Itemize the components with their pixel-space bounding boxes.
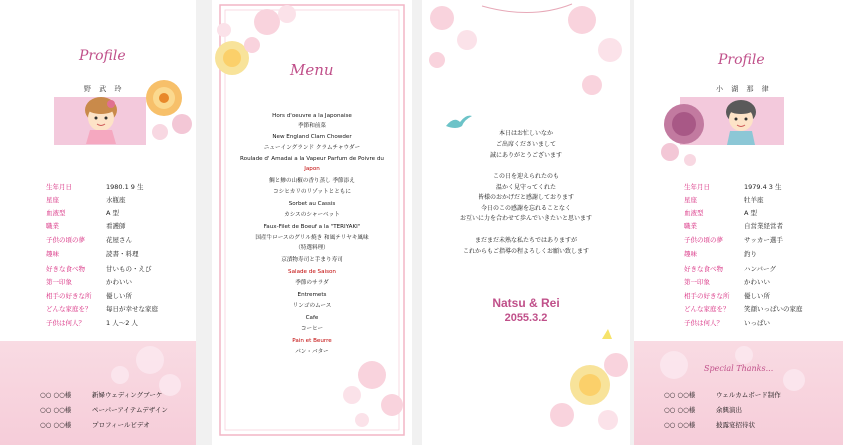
credit-line: ○○ ○○様 披露宴招待状 — [664, 421, 755, 429]
bride-name: 野 武 玲 — [84, 85, 125, 93]
sakura-corner-decoration — [212, 0, 302, 95]
menu-item: ニューイングランド クラムチャウダー — [263, 145, 361, 151]
menu-item: （特選料理） — [295, 245, 329, 251]
menu-item: Entremets — [297, 292, 327, 298]
special-thanks-title: Special Thanks... — [704, 364, 774, 373]
menu-item: Pain et Beurre — [292, 338, 332, 344]
menu-item: Faux-Filet de Boeuf a la "TERIYAKI" — [263, 224, 361, 230]
profile-title: Profile — [79, 48, 126, 64]
panel-gap — [196, 0, 212, 445]
message-line: 誠にありがとうございます — [489, 152, 562, 159]
credit-line: ○○ ○○様 プロフィールビデオ — [40, 421, 150, 429]
menu-item: Japon — [304, 166, 320, 172]
menu-item: 季節和前菜 — [298, 123, 326, 129]
menu-item: New England Clam Chowder — [272, 134, 352, 140]
menu-item: カシスのシャーベット — [284, 212, 340, 218]
message-line: 皆様のおかげだと感謝しております — [477, 194, 574, 201]
message-panel — [422, 0, 630, 445]
menu-item: 国産牛ロースのグリル焼き 和風テリヤキ風味 — [255, 235, 369, 241]
flower-decoration — [138, 72, 196, 152]
menu-title: Menu — [290, 61, 334, 79]
menu-item: 季節のサラダ — [295, 280, 329, 286]
menu-item: Sorbet au Cassis — [288, 201, 336, 207]
menu-item: Salade de Saison — [288, 269, 336, 275]
message-line: お互いに力を合わせて歩んでいきたいと思います — [459, 215, 592, 222]
message-line: 今日のこの感謝を忘れることなく — [480, 205, 571, 212]
menu-item: Cafe — [305, 315, 319, 321]
sakura-bottom-decoration — [322, 345, 412, 445]
message-line: これからもご指導の程よろしくお願い致します — [462, 248, 589, 255]
message-line: まだまだ未熟な私たちではありますが — [475, 237, 577, 244]
message-line: 温かく見守ってくれた — [495, 184, 556, 191]
message-line: この日を迎えられたのも — [492, 173, 559, 180]
flower-decoration — [656, 98, 706, 170]
avatar — [720, 97, 762, 145]
menu-item: Roulade d' Amadai a la Vapeur Parfum de Poivre du — [240, 156, 384, 162]
credit-line: ○○ ○○様 余興演出 — [664, 406, 742, 414]
credit-line: ○○ ○○様 ウェルカムボード制作 — [664, 391, 781, 399]
credit-line: ○○ ○○様 新婦ウェディングブーケ — [40, 391, 163, 399]
menu-item: 鯛と鯵の山椒の香り蒸し 季節添え — [269, 178, 355, 184]
couple-names: Natsu & Rei — [492, 296, 560, 310]
menu-item: コーヒー — [300, 326, 324, 332]
panel-gap — [412, 0, 422, 445]
menu-panel — [212, 0, 412, 445]
message-line: 本日はお忙しいなか — [498, 130, 553, 137]
sakura-top-decoration — [422, 0, 630, 110]
menu-item: パン・バター — [295, 349, 329, 355]
menu-item: コシヒカリのリゾットとともに — [273, 189, 351, 195]
bride-profile-panel: Profile 野 武 玲 生年月日 1980.1 9 生 星座 水瓶座 血液型 A 型 職業 看護師 子供の頃の夢 花屋さん 趣味 読書・料理 好きな食べ物 甘いもの・えび 第一印象 かわいい 相手の好きな所 優しい所 どんな家庭を？ 毎日が幸せな家庭 子供は何人？ 1 人～2 人 ○○ ○○様 新婦ウェディングブーケ ○○ ○○様 ペーパーアイテムデザイン ○○ ○○様 プロフィールビデオ — [0, 0, 196, 445]
flower-bottom-decoration — [542, 325, 630, 445]
menu-item: 京漬物寿司と手まり寿司 — [281, 257, 343, 263]
avatar — [78, 96, 124, 146]
credit-line: ○○ ○○様 ペーパーアイテムデザイン — [40, 406, 168, 414]
message-line: ご出席くださいまして — [495, 141, 556, 148]
groom-profile-panel: Profile 小 湖 那 律 生年月日 1979.4 3 生 星座 牡羊座 血液型 A 型 職業 自営業経営者 子供の頃の夢 サッカー選手 趣味 釣り 好きな食べ物 ハンバーグ 第一印象 かわいい 相手の好きな所 優しい所 どんな家庭を？ 笑顔いっぱいの家庭 子供は何人？ いっぱい Special Thanks... ○○ ○○様 ウェルカムボード制作 ○○ ○○様 余興演出 ○○ ○○様 披露宴招待状 — [634, 0, 843, 445]
wedding-date: 2055.3.2 — [504, 312, 548, 324]
menu-item: リンゴのムース — [292, 303, 332, 309]
menu-item: Hors d'oeuvre a la Japonaise — [272, 113, 352, 119]
groom-name: 小 湖 那 律 — [716, 85, 772, 93]
profile-title: Profile — [718, 52, 765, 68]
